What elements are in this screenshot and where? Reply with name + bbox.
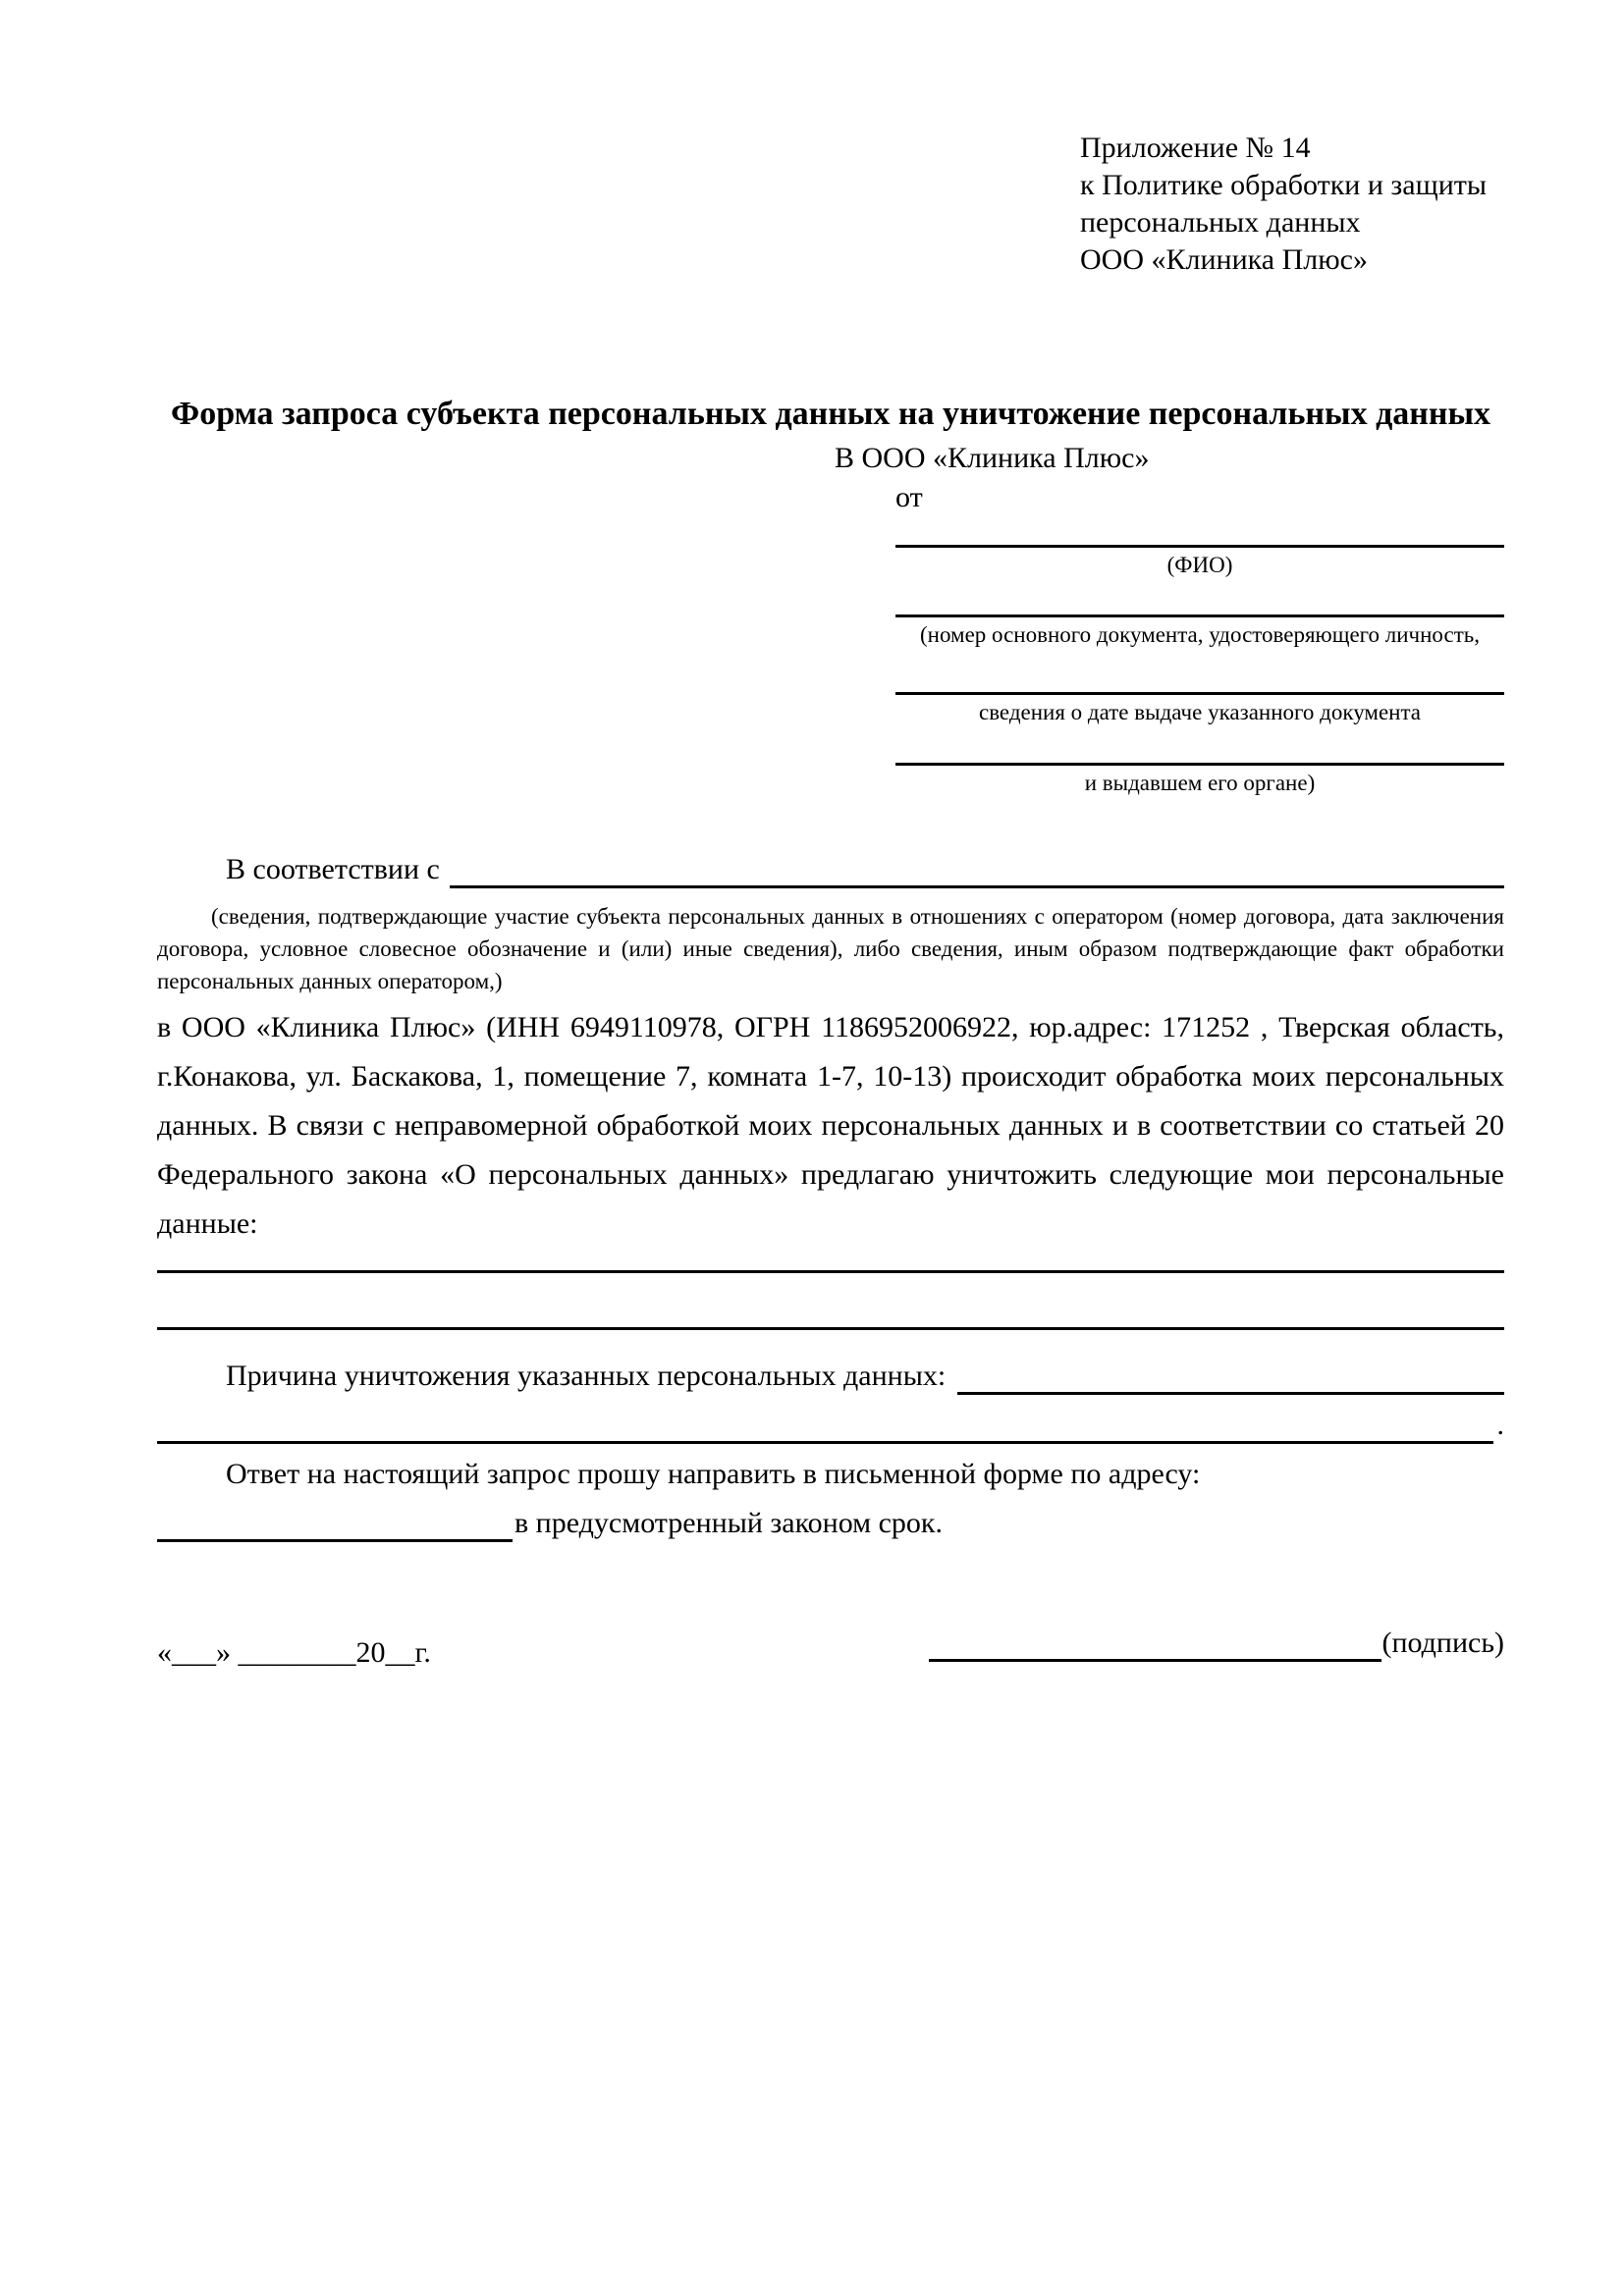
appendix-policy-line: к Политике обработки и защиты <box>1080 169 1488 201</box>
fio-field <box>895 545 1504 580</box>
issuing-authority-caption: и выдавшем его органе) <box>1084 771 1316 795</box>
reply-row-spacer <box>943 1499 1504 1548</box>
issue-date-caption: сведения о дате выдаче указанного документа <box>978 700 1422 724</box>
reason-continuation-blank-line <box>157 1441 1493 1444</box>
reason-continuation-row <box>157 1401 1504 1450</box>
body-paragraph: в ООО «Клиника Плюс» (ИНН 6949110978, ОГРН 1186952006922, юр.адрес: 171252 , Тверская область, г.Конакова, ул. Баскакова, 1, помещение 7, комната 1-7, 10-13) происходит обработка моих персональных данных. В связи с неправомерной обработкой моих персональных данных и в соответствии со статьей 20 Федерального закона «О персональных данных» предлагаю уничтожить следующие мои персональные данные: <box>157 1011 1504 1240</box>
accordance-row <box>157 845 1504 894</box>
issue-date-field <box>895 692 1504 727</box>
recipient-organization: В ООО «Клиника Плюс» <box>835 442 1150 474</box>
appendix-header <box>1080 130 1504 279</box>
accordance-note: (сведения, подтверждающие участие субъекта персональных данных в отношениях с оператором (номер договора, дата заключения договора, условное словесное обозначение и (или) иные сведения), либо сведения, иным образом подтверждающие факт обработки персональных данных оператором,) <box>157 904 1504 993</box>
issuing-authority-field <box>895 763 1504 798</box>
appendix-number-line: Приложение № 14 <box>1080 132 1311 164</box>
reason-period: . <box>1496 1409 1504 1441</box>
personal-data-blank-line-1 <box>157 1270 1504 1273</box>
from-label: от <box>895 481 923 513</box>
recipient-block <box>835 439 1504 798</box>
signature-group <box>929 1619 1504 1668</box>
signature-blank-line <box>929 1659 1381 1662</box>
identity-document-caption: (номер основного документа, удостоверяющего личность, <box>919 622 1480 647</box>
fio-caption: (ФИО) <box>1166 553 1233 577</box>
date-placeholder: «___» ________20__г. <box>157 1636 431 1669</box>
date-signature-row <box>157 1619 1504 1678</box>
appendix-policy-line-2: персональных данных <box>1080 206 1361 239</box>
appendix-org-line: ООО «Клиника Плюс» <box>1080 243 1368 276</box>
signature-caption: (подпись) <box>1381 1627 1504 1659</box>
reason-blank-line <box>957 1392 1504 1395</box>
personal-data-blank-line-2 <box>157 1327 1504 1330</box>
reply-paragraph: Ответ на настоящий запрос прошу направить в письменной форме по адресу: <box>226 1458 1201 1490</box>
reply-tail-text: в предусмотренный законом срок. <box>514 1507 943 1539</box>
reason-label: Причина уничтожения указанных персональных данных: <box>226 1360 947 1392</box>
reason-row <box>157 1352 1504 1401</box>
reply-address-blank-line <box>157 1539 513 1542</box>
accordance-label: В соответствии с <box>226 853 440 885</box>
reply-address-row <box>157 1499 1504 1548</box>
accordance-blank-line <box>450 885 1504 888</box>
identity-document-field <box>895 614 1504 650</box>
document-title: Форма запроса субъекта персональных данных на уничтожение персональных данных <box>171 396 1490 432</box>
